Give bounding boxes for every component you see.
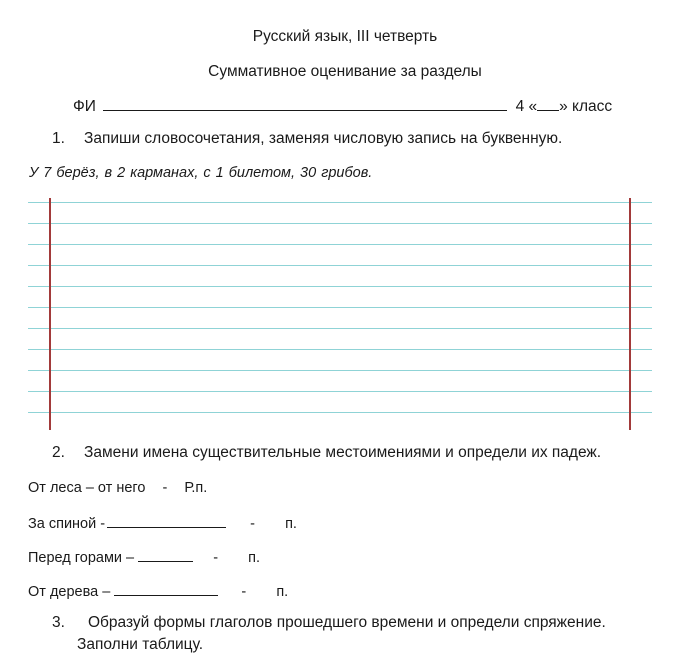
right-margin-line xyxy=(629,198,631,430)
answer-blank[interactable] xyxy=(107,514,226,528)
row-case: п. xyxy=(285,516,297,532)
task-1-example: У 7 берёз, в 2 карманах, с 1 билетом, 30 грибов. xyxy=(29,165,373,181)
row-phrase: Перед горами – xyxy=(28,550,135,566)
writing-line xyxy=(28,202,652,203)
writing-line xyxy=(28,370,652,371)
name-blank[interactable] xyxy=(103,96,507,111)
page-subtitle: Суммативное оценивание за разделы xyxy=(208,63,482,80)
writing-line xyxy=(28,391,652,392)
row-case: п. xyxy=(248,550,260,566)
writing-line xyxy=(28,307,652,308)
row-phrase: От дерева – xyxy=(28,584,111,600)
task-2-text: Замени имена существительные местоимениями и определи их падеж. xyxy=(84,444,602,461)
task-2-row xyxy=(28,582,288,600)
writing-line xyxy=(28,244,652,245)
writing-line xyxy=(28,328,652,329)
row-case: Р.п. xyxy=(184,480,208,496)
fi-label: ФИ xyxy=(73,98,96,115)
row-dash: - xyxy=(250,516,255,532)
student-info-row xyxy=(73,96,612,116)
task-2-number: 2. xyxy=(52,444,65,461)
task-3-text-continuation: Заполни таблицу. xyxy=(77,636,204,653)
task-2-row xyxy=(28,480,207,496)
class-blank[interactable] xyxy=(537,96,559,111)
writing-line xyxy=(28,223,652,224)
writing-line xyxy=(28,412,652,413)
writing-line xyxy=(28,265,652,266)
writing-line xyxy=(28,286,652,287)
row-case: п. xyxy=(276,584,289,600)
row-dash: - xyxy=(213,550,219,566)
class-suffix: » класс xyxy=(559,98,613,115)
row-phrase: За спиной - xyxy=(28,516,106,532)
task-2-heading xyxy=(52,444,601,462)
class-prefix: 4 « xyxy=(515,98,538,115)
row-phrase: От леса – от него xyxy=(28,480,146,496)
task-2-row xyxy=(28,548,260,566)
task-1-heading xyxy=(52,130,562,148)
row-dash: - xyxy=(162,480,168,496)
task-3-number: 3. xyxy=(52,614,65,631)
task-2-row xyxy=(28,514,297,532)
task-3-heading xyxy=(52,614,606,632)
page-title: Русский язык, III четверть xyxy=(252,28,438,45)
row-dash: - xyxy=(241,584,247,600)
left-margin-line xyxy=(49,198,51,430)
task-1-number: 1. xyxy=(52,130,65,147)
writing-line xyxy=(28,349,652,350)
task-3-text: Образуй формы глаголов прошедшего времени и определи спряжение. xyxy=(88,614,606,631)
writing-lines-area[interactable] xyxy=(28,198,652,430)
answer-blank[interactable] xyxy=(138,548,193,562)
answer-blank[interactable] xyxy=(114,582,218,596)
task-1-text: Запиши словосочетания, заменяя числовую запись на буквенную. xyxy=(84,130,563,147)
